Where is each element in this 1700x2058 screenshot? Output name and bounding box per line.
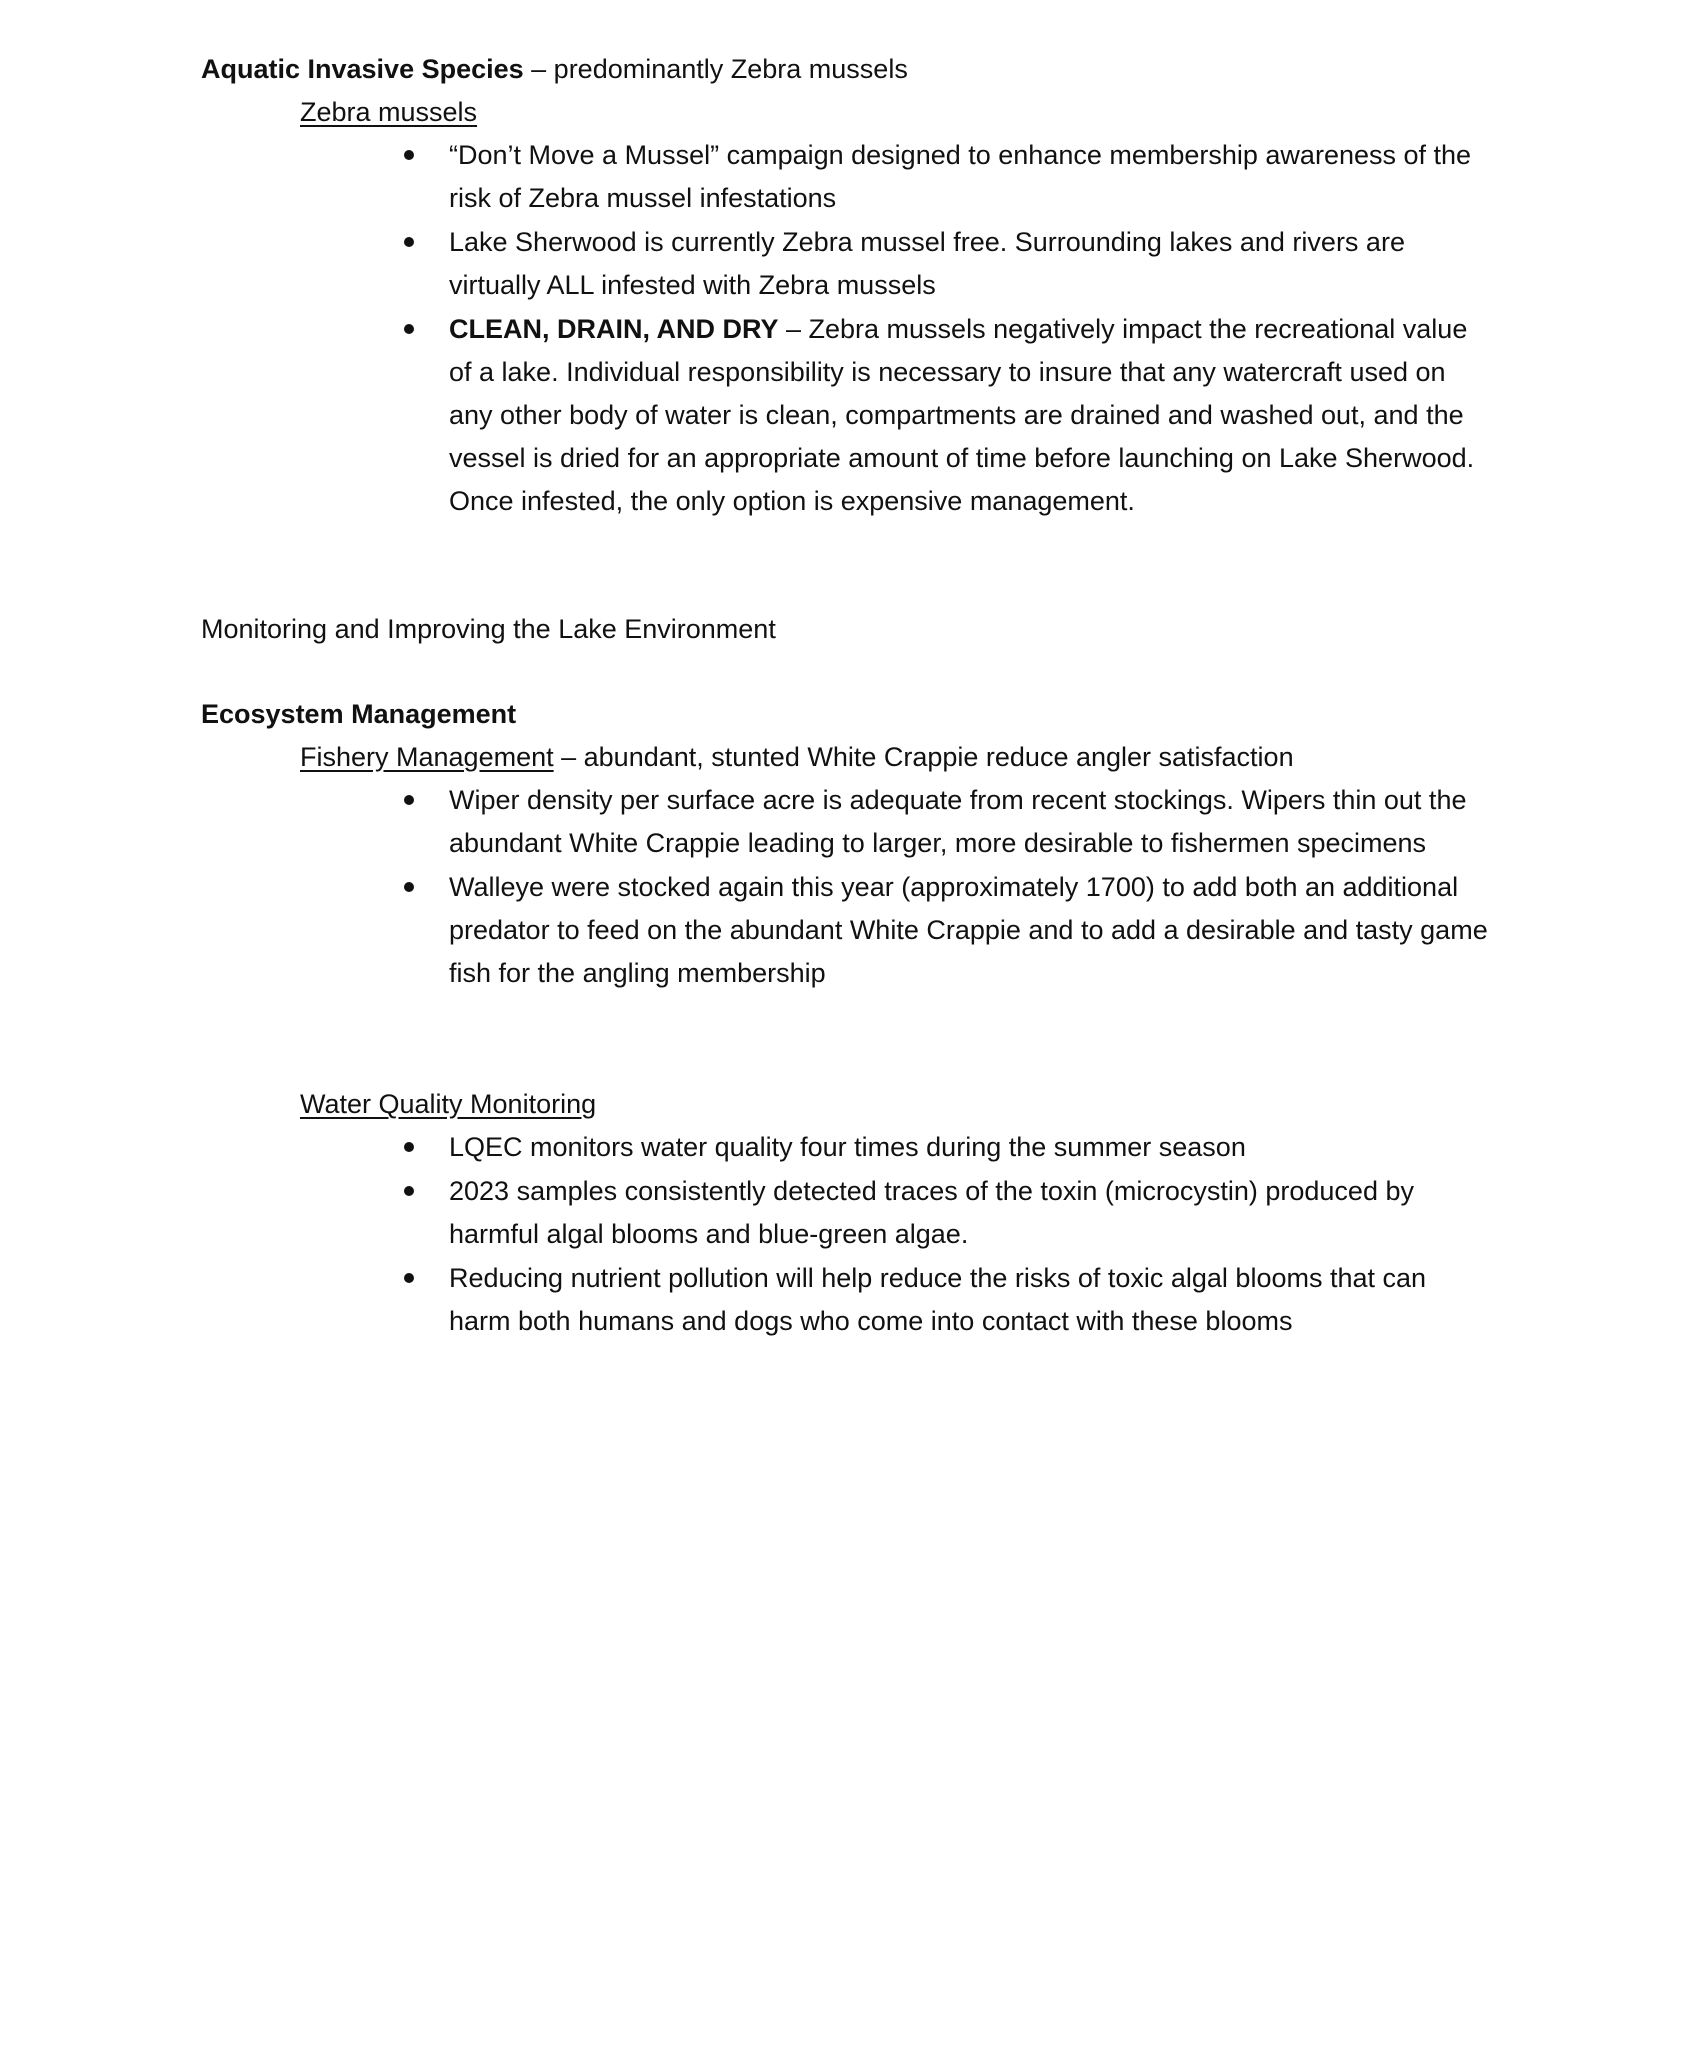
bullet-icon xyxy=(404,1142,414,1152)
zebra-bullet-1-text: “Don’t Move a Mussel” campaign designed to enhance membership awareness of the risk of Zebra mussel infestations xyxy=(449,140,1472,213)
aquatic-heading-bold: Aquatic Invasive Species xyxy=(201,54,524,84)
list-item xyxy=(400,779,1495,865)
monitoring-heading-text: Monitoring and Improving the Lake Environment xyxy=(201,614,776,644)
bullet-icon xyxy=(404,1273,414,1283)
ecosystem-heading xyxy=(201,693,1501,736)
fishery-bullet-2-text: Walleye were stocked again this year (approximately 1700) to add both an additional predator to feed on the abundant White Crappie and to add a desirable and tasty game fish for the angling membership xyxy=(449,872,1488,988)
list-item xyxy=(400,1170,1495,1256)
zebra-bullet-3-text: – Zebra mussels negatively impact the recreational value of a lake. Individual responsibility is necessary to insure that any watercraft used on any other body of water is clean, compartments are drained and washed out, and the vessel is dried for an appropriate amount of time before launching on Lake Sherwood. Once infested, the only option is expensive management. xyxy=(449,314,1475,516)
bullet-icon xyxy=(404,882,414,892)
aquatic-heading xyxy=(201,48,1501,91)
fishery-subheading xyxy=(300,736,1500,779)
water-bullet-3-text: Reducing nutrient pollution will help reduce the risks of toxic algal blooms that can harm both humans and dogs who come into contact with these blooms xyxy=(449,1263,1427,1336)
bullet-icon xyxy=(404,150,414,160)
list-item xyxy=(400,134,1495,220)
zebra-bullet-3-bold: CLEAN, DRAIN, AND DRY xyxy=(449,314,779,344)
water-bullet-2-text: 2023 samples consistently detected traces of the toxin (microcystin) produced by harmful algal blooms and blue-green algae. xyxy=(449,1176,1414,1249)
fishery-subheading-rest: – abundant, stunted White Crappie reduce angler satisfaction xyxy=(553,742,1294,772)
list-item xyxy=(400,1126,1495,1169)
list-item xyxy=(400,1257,1495,1343)
list-item xyxy=(400,308,1495,523)
water-bullet-1-text: LQEC monitors water quality four times during the summer season xyxy=(449,1132,1246,1162)
monitoring-heading xyxy=(201,608,1501,651)
zebra-bullet-list xyxy=(400,134,1495,524)
fishery-bullet-list xyxy=(400,779,1495,996)
zebra-bullet-2-text: Lake Sherwood is currently Zebra mussel free. Surrounding lakes and rivers are virtually ALL infested with Zebra mussels xyxy=(449,227,1405,300)
zebra-subheading-text: Zebra mussels xyxy=(300,97,478,127)
bullet-icon xyxy=(404,1186,414,1196)
aquatic-heading-rest: – predominantly Zebra mussels xyxy=(523,54,908,84)
bullet-icon xyxy=(404,324,414,334)
zebra-subheading xyxy=(300,91,1500,134)
water-subheading-text: Water Quality Monitoring xyxy=(300,1089,597,1119)
list-item xyxy=(400,221,1495,307)
fishery-bullet-1-text: Wiper density per surface acre is adequate from recent stockings. Wipers thin out the abundant White Crappie leading to larger, more desirable to fishermen specimens xyxy=(449,785,1467,858)
list-item xyxy=(400,866,1495,995)
bullet-icon xyxy=(404,795,414,805)
ecosystem-heading-text: Ecosystem Management xyxy=(201,699,517,729)
bullet-icon xyxy=(404,237,414,247)
water-subheading xyxy=(300,1083,1500,1126)
water-bullet-list xyxy=(400,1126,1495,1344)
fishery-subheading-text: Fishery Management xyxy=(300,742,554,772)
